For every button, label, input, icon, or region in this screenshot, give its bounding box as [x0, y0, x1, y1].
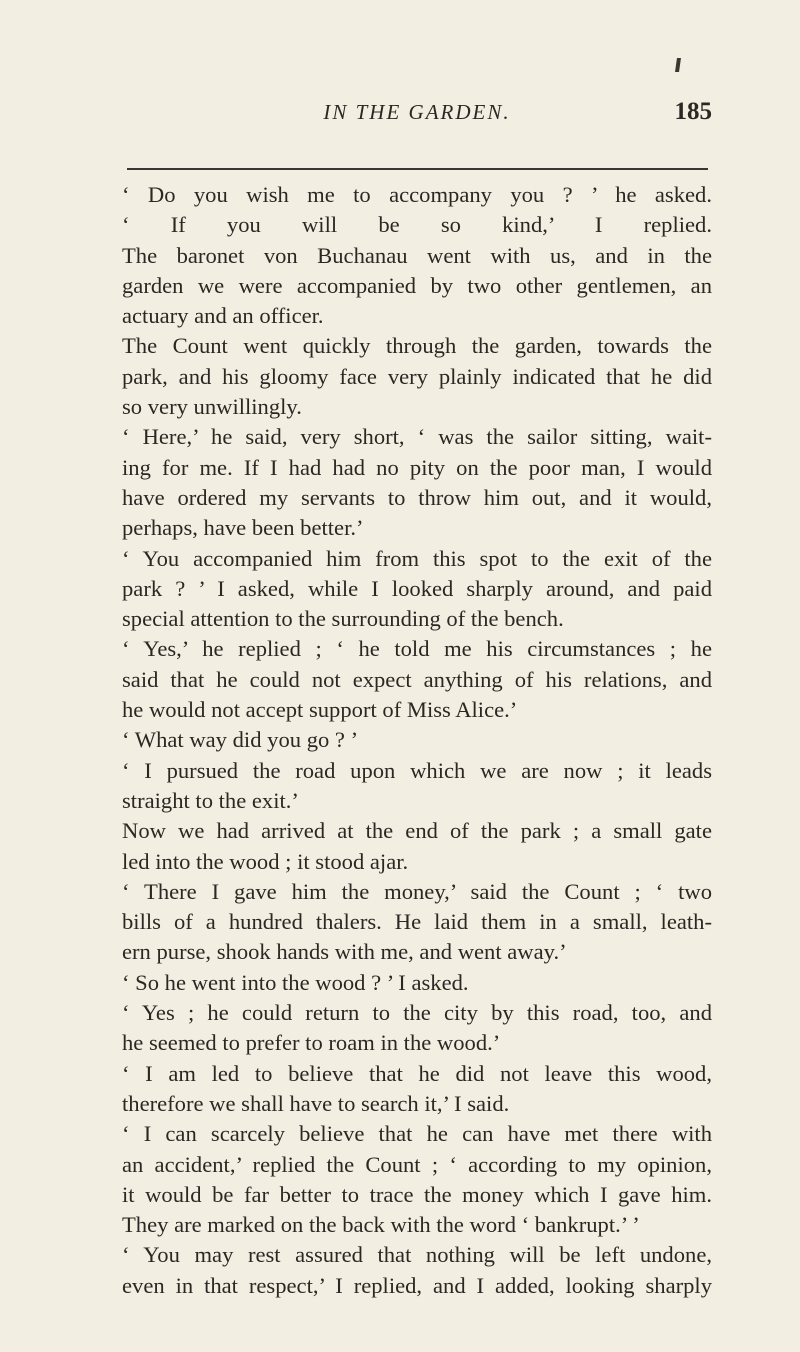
text-line: ‘ You accompanied him from this spot to the exit of the	[122, 545, 712, 571]
text-line: ‘ You may rest assured that nothing will be left undone,	[122, 1242, 712, 1268]
text-line: ‘ So he went into the wood ? ’ I asked.	[122, 969, 469, 995]
running-title: IN THE GARDEN.	[323, 100, 511, 124]
text-line: ‘ Yes,’ he replied ; ‘ he told me his circumstances ; he	[122, 636, 712, 662]
text-line: led into the wood ; it stood ajar.	[122, 848, 409, 874]
text-line: bills of a hundred thalers. He laid them in a small, leath-	[122, 909, 712, 935]
header-rule	[127, 168, 708, 170]
text-line: even in that respect,’ I replied, and I added, looking sharply	[122, 1272, 712, 1298]
ink-mark	[675, 58, 681, 72]
text-line: he seemed to prefer to roam in the wood.’	[122, 1030, 501, 1056]
text-line: ‘ What way did you go ? ’	[122, 727, 359, 753]
text-line: have ordered my servants to throw him out, and it would,	[122, 484, 712, 510]
text-line: ‘ Here,’ he said, very short, ‘ was the sailor sitting, wait-	[122, 424, 712, 450]
text-line: perhaps, have been better.’	[122, 515, 364, 541]
text-line: ‘ There I gave him the money,’ said the Count ; ‘ two	[122, 878, 712, 904]
text-line: ‘ I pursued the road upon which we are now ; it leads	[122, 757, 712, 783]
text-line: Now we had arrived at the end of the park ; a small gate	[122, 818, 712, 844]
page-number: 185	[674, 98, 712, 125]
text-line: special attention to the surrounding of the bench.	[122, 606, 564, 632]
text-line: it would be far better to trace the money which I gave him.	[122, 1181, 712, 1207]
text-line: They are marked on the back with the word ‘ bankrupt.’ ’	[122, 1212, 640, 1238]
text-line: so very unwillingly.	[122, 394, 302, 420]
text-line: said that he could not expect anything of his relations, and	[122, 666, 712, 692]
page-header	[122, 100, 712, 140]
text-line: ‘ I am led to believe that he did not leave this wood,	[122, 1060, 712, 1086]
text-line: ‘ I can scarcely believe that he can have met there with	[122, 1121, 712, 1147]
text-line: actuary and an officer.	[122, 303, 324, 329]
body-text	[122, 180, 712, 1301]
text-line: an accident,’ replied the Count ; ‘ according to my opinion,	[122, 1151, 712, 1177]
text-line: he would not accept support of Miss Alice.’	[122, 697, 518, 723]
text-line: ‘ If you will be so kind,’ I replied.	[122, 212, 712, 238]
text-line: The Count went quickly through the garden, towards the	[122, 333, 712, 359]
text-line: The baronet von Buchanau went with us, and in the	[122, 242, 712, 268]
text-line: straight to the exit.’	[122, 787, 299, 813]
text-line: ‘ Do you wish me to accompany you ? ’ he asked.	[122, 182, 712, 207]
text-line: park ? ’ I asked, while I looked sharply around, and paid	[122, 575, 712, 601]
text-line: therefore we shall have to search it,’ I said.	[122, 1090, 510, 1116]
text-line: ing for me. If I had had no pity on the poor man, I would	[122, 454, 712, 480]
text-line: garden we were accompanied by two other gentlemen, an	[122, 272, 712, 298]
text-line: park, and his gloomy face very plainly indicated that he did	[122, 363, 712, 389]
text-line: ‘ Yes ; he could return to the city by this road, too, and	[122, 1000, 712, 1026]
text-line: ern purse, shook hands with me, and went away.’	[122, 939, 567, 965]
